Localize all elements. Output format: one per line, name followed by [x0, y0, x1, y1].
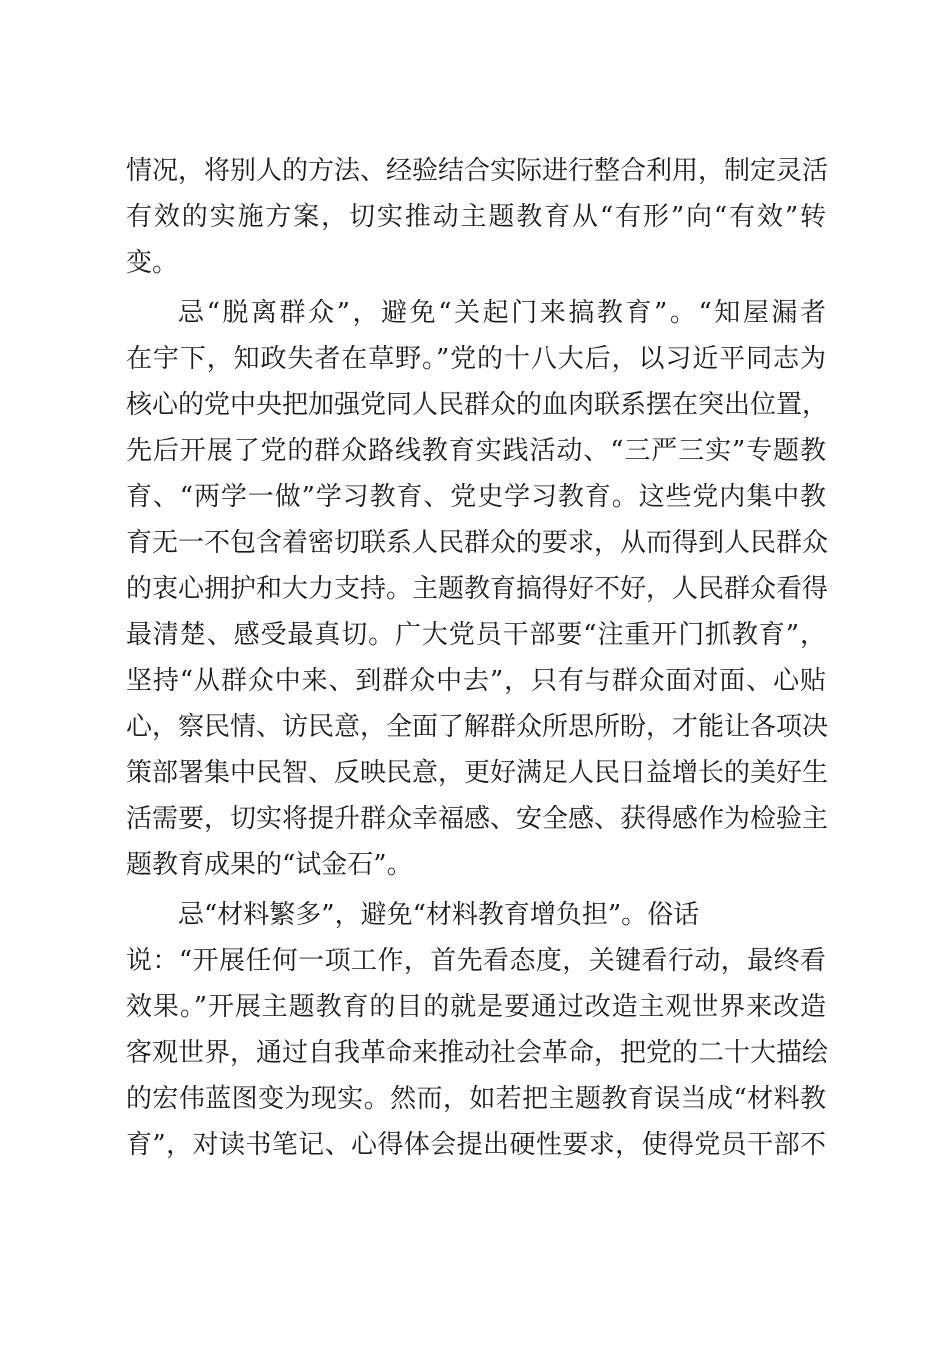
text-line: 活需要，切实将提升群众幸福感、安全感、获得感作为检验主	[126, 804, 829, 834]
text-line: 客观世界，通过自我革命来推动社会革命，把党的二十大描绘	[126, 1038, 829, 1068]
text-line: 策部署集中民智、反映民意，更好满足人民日益增长的美好生	[126, 758, 829, 788]
text-line: 情况，将别人的方法、经验结合实际进行整合利用，制定灵活	[126, 156, 829, 186]
text-line: 最清楚、感受最真切。广大党员干部要“注重开门抓教育”，	[126, 620, 826, 650]
text-line: 育、“两学一做”学习教育、党史学习教育。这些党内集中教	[126, 482, 826, 512]
text-line: 在宇下，知政失者在草野。”党的十八大后，以习近平同志为	[126, 344, 826, 374]
text-line: 育无一不包含着密切联系人民群众的要求，从而得到人民群众	[126, 528, 829, 558]
text-line: 的衷心拥护和大力支持。主题教育搞得好不好，人民群众看得	[126, 574, 829, 604]
text-line: 的宏伟蓝图变为现实。然而，如若把主题教育误当成“材料教	[126, 1084, 826, 1114]
text-line: 忌“材料繁多”，避免“材料教育增负担”。俗话	[178, 900, 700, 930]
text-line: 坚持“从群众中来、到群众中去”，只有与群众面对面、心贴	[126, 666, 826, 696]
text-line: 忌“脱离群众”，避免“关起门来搞教育”。“知屋漏者	[178, 298, 826, 328]
text-line: 心，察民情、访民意，全面了解群众所思所盼，才能让各项决	[126, 712, 829, 742]
text-line: 先后开展了党的群众路线教育实践活动、“三严三实”专题教	[126, 436, 826, 466]
text-line: 题教育成果的“试金石”。	[126, 850, 413, 880]
text-line: 说：“开展任何一项工作，首先看态度，关键看行动，最终看	[126, 946, 826, 976]
text-line: 效果。”开展主题教育的目的就是要通过改造主观世界来改造	[126, 992, 826, 1022]
text-line: 核心的党中央把加强党同人民群众的血肉联系摆在突出位置，	[126, 390, 829, 420]
text-line: 变。	[126, 248, 179, 278]
text-line: 有效的实施方案，切实推动主题教育从“有形”向“有效”转	[126, 202, 826, 232]
text-line: 育”，对读书笔记、心得体会提出硬性要求，使得党员干部不	[126, 1130, 826, 1160]
